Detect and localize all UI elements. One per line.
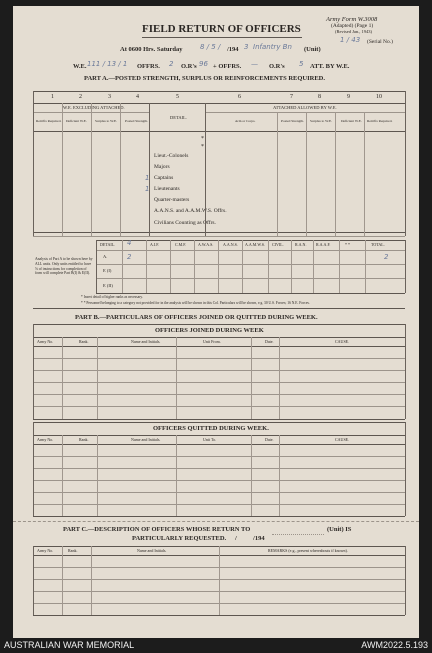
- form-title: FIELD RETURN OF OFFICERS: [142, 23, 301, 35]
- analysis-col-detail: DETAIL.: [100, 242, 116, 247]
- quitted-vline-5: [279, 435, 280, 516]
- analysis-bottom-rule: [96, 293, 405, 294]
- quitted-vline-6: [405, 422, 406, 516]
- joined-row-rule-3: [33, 382, 405, 383]
- joined-bottom-rule: [33, 419, 405, 420]
- plus-ors-handwritten: 5: [299, 60, 304, 68]
- part-a-vline-0: [33, 91, 34, 236]
- analysis-col-awas: A.W.A.S.: [198, 242, 214, 247]
- joined-col-name: Name and Initials.: [131, 339, 161, 344]
- quitted-vline-2: [97, 435, 98, 516]
- joined-col-army-no: Army No.: [37, 339, 54, 344]
- joined-col-date: Date.: [265, 339, 274, 344]
- joined-col-unit-from: Unit From.: [203, 339, 221, 344]
- plus-offrs-label: + OFFRS.: [213, 63, 242, 70]
- serial-handwritten: 1 / 43: [340, 36, 361, 44]
- footnote-other-category: * * Personnel belonging to a category not provided for in the analysis will be shown in this Col. Particulars will be shown, e.g. 30 U.S. Forces; 16 N.E. Forces.: [81, 301, 310, 305]
- rank-aans-aamws: A.A.N.S. and A.A.M.W.S. Offrs.: [154, 208, 227, 214]
- quitted-vline-1: [62, 435, 63, 516]
- army-form-number: Army Form W.3008: [326, 16, 378, 23]
- rank-majors: Majors: [154, 164, 170, 170]
- analysis-header-rule: [96, 250, 405, 251]
- analysis-col-ran: R.A.N.: [295, 242, 307, 247]
- part-a-body-bottom-rule: [33, 232, 405, 233]
- col-number-3: 3: [108, 94, 111, 100]
- analysis-vline-4: [194, 240, 195, 293]
- col-number-8: 8: [318, 94, 321, 100]
- part-c-vline-2: [91, 546, 92, 615]
- analysis-col-other: * *: [345, 242, 350, 247]
- part-b-top-rule: [33, 324, 405, 325]
- offrs-label: OFFRS.: [137, 63, 160, 70]
- part-a-vline-7: [306, 112, 307, 236]
- analysis-row-e1-rule: [96, 278, 405, 279]
- part-a-vline-10: [405, 91, 406, 236]
- captains-handwritten: 1: [145, 174, 150, 182]
- quitted-bottom-rule: [33, 516, 405, 517]
- part-a-vline-3: [120, 103, 121, 236]
- joined-col-rank: Rank.: [79, 339, 89, 344]
- serial-label: (Serial No.): [367, 39, 393, 45]
- plus-ors-label: O.R's: [269, 63, 285, 70]
- analysis-vline-2: [146, 240, 147, 293]
- analysis-total-handwritten: 2: [384, 253, 389, 261]
- quitted-title-rule: [33, 435, 405, 436]
- quitted-row-rule-5: [33, 504, 405, 505]
- part-c-unit-is: (Unit) IS: [327, 526, 352, 533]
- title-underline: [142, 37, 302, 38]
- part-a-top-rule: [33, 91, 405, 92]
- col-number-1: 1: [51, 94, 54, 100]
- analysis-col-raaf: R.A.A.F.: [316, 242, 331, 247]
- quitted-top-rule: [33, 422, 405, 423]
- quitted-col-rank: Rank.: [79, 437, 89, 442]
- analysis-vline-10: [339, 240, 340, 293]
- detail-header: DETAIL.: [170, 115, 188, 120]
- analysis-note: Analysis of Part A to be shown here by ALL units. Only units entitled to have ⅛ of instructions for completion of form will complete Part B(I) & E(II).: [35, 257, 93, 276]
- analysis-row-a-rule: [96, 264, 405, 265]
- col-arm-or-corps: Arm or Corps.: [235, 119, 256, 123]
- analysis-vline-7: [268, 240, 269, 293]
- quitted-col-army-no: Army No.: [37, 437, 54, 442]
- joined-vline-0: [33, 324, 34, 419]
- rank-quarter-masters: Quarter-masters: [154, 197, 190, 203]
- unit-handwritten: Infantry Bn: [253, 43, 292, 51]
- joined-vline-1: [62, 337, 63, 419]
- lieutenants-handwritten: 1: [145, 185, 150, 193]
- col-surplus-att: Surplus to W.E.: [310, 119, 332, 123]
- part-c-bottom-rule: [33, 615, 405, 616]
- part-c-heading: PART C.—DESCRIPTION OF OFFICERS WHOSE RETURN TO: [63, 526, 251, 533]
- att-by-we-label: ATT. BY W.E.: [310, 63, 350, 70]
- analysis-col-civil: CIVIL.: [272, 242, 284, 247]
- joined-vline-3: [176, 337, 177, 419]
- analysis-vline-11: [365, 240, 366, 293]
- quitted-vline-0: [33, 422, 34, 516]
- quitted-vline-3: [176, 435, 177, 516]
- army-form-revised: (Revised Jan., 1943): [335, 29, 372, 34]
- part-a-vline-6: [277, 112, 278, 236]
- quitted-vline-4: [251, 435, 252, 516]
- col-number-9: 9: [347, 94, 350, 100]
- right-group-rule: [205, 112, 405, 113]
- quitted-row-rule-1: [33, 456, 405, 457]
- quitted-col-name: Name and Initials.: [131, 437, 161, 442]
- col-deficient-we: Deficient W.E.: [66, 119, 87, 123]
- analysis-col-cmf: C.M.F.: [175, 242, 187, 247]
- joined-row-rule-5: [33, 406, 405, 407]
- archive-footer: [0, 638, 432, 653]
- part-c-vline-4: [405, 546, 406, 615]
- part-c-vline-3: [219, 546, 220, 615]
- part-c-unit-blank: [272, 534, 324, 535]
- attached-allowed-header: ATTACHED ALLOWED BY W.E.: [273, 105, 337, 110]
- analysis-detail-handwritten: 4: [127, 239, 132, 247]
- quitted-row-rule-2: [33, 468, 405, 469]
- analysis-row-e1: E (I): [103, 268, 112, 273]
- quitted-row-rule-3: [33, 480, 405, 481]
- part-c-vline-0: [33, 546, 34, 615]
- cut-line: [13, 521, 419, 522]
- asterisk-2: *: [201, 144, 204, 150]
- joined-vline-5: [279, 337, 280, 419]
- rank-lieutenants: Lieutenants: [154, 186, 180, 192]
- col-deficient-att: Deficient W.E.: [341, 119, 362, 123]
- analysis-vline-8: [291, 240, 292, 293]
- part-c-date: / /194: [235, 535, 265, 542]
- col-posted-strength: Posted Strength.: [125, 119, 148, 123]
- joined-title: OFFICERS JOINED DURING WEEK: [155, 327, 264, 334]
- part-a-vline-8: [335, 112, 336, 236]
- col-number-10: 10: [376, 94, 382, 100]
- col-number-2: 2: [79, 94, 82, 100]
- part-a-double-rule: [33, 236, 405, 237]
- quitted-col-unit-to: Unit To.: [203, 437, 217, 442]
- analysis-col-aamws: A.A.M.W.S.: [245, 242, 265, 247]
- we-handwritten: 111 / 13 / 1: [87, 60, 128, 68]
- year-handwritten: 3: [244, 43, 249, 51]
- footnote-higher-ranks: * Insert detail of higher ranks as necessary.: [81, 295, 143, 299]
- rank-captains: Captains: [154, 175, 174, 181]
- we-label: W.E.: [73, 63, 87, 70]
- quitted-col-cause: CAUSE.: [335, 437, 350, 442]
- joined-title-rule: [33, 337, 405, 338]
- rank-civilians: Civilians Counting as Offrs.: [154, 220, 216, 226]
- part-a-number-rule: [33, 103, 405, 104]
- analysis-vline-9: [313, 240, 314, 293]
- analysis-vline-1: [122, 240, 123, 293]
- part-c-col-army-no: Army No.: [37, 548, 54, 553]
- quitted-title: OFFICERS QUITTED DURING WEEK.: [153, 425, 269, 432]
- part-a-end-rule: [33, 308, 405, 309]
- army-form-adapted: (Adapted) (Page 1): [331, 23, 374, 29]
- col-number-5: 5: [176, 94, 179, 100]
- part-c-col-name: Name and Initials.: [137, 548, 167, 553]
- analysis-aif-handwritten: 2: [127, 253, 132, 261]
- part-c-vline-1: [62, 546, 63, 615]
- part-a-vline-2: [91, 103, 92, 236]
- joined-vline-4: [251, 337, 252, 419]
- quitted-row-rule-4: [33, 492, 405, 493]
- quitted-col-date: Date.: [265, 437, 274, 442]
- year-label: /194: [227, 46, 239, 53]
- analysis-row-e2: E (II): [103, 283, 113, 288]
- col-number-7: 7: [290, 94, 293, 100]
- joined-vline-2: [97, 337, 98, 419]
- part-c-particularly: PARTICULARLY REQUESTED.: [132, 535, 227, 542]
- part-a-vline-5: [205, 103, 206, 236]
- joined-header-rule: [33, 346, 405, 347]
- analysis-row-a: A.: [103, 254, 108, 259]
- analysis-col-aif: A.I.F.: [150, 242, 160, 247]
- joined-row-rule-1: [33, 358, 405, 359]
- unit-label: (Unit): [304, 46, 321, 53]
- col-reinfts-att: Rein'fts Required.: [367, 119, 393, 123]
- at-hours-line: At 0600 Hrs. Saturday: [120, 46, 183, 53]
- joined-row-rule-4: [33, 394, 405, 395]
- part-c-col-remarks: REMARKS (e.g., present whereabouts if known).: [268, 548, 348, 553]
- footer-accession-number: AWM2022.5.193: [361, 640, 428, 650]
- joined-row-rule-2: [33, 370, 405, 371]
- part-a-heading: PART A.—POSTED STRENGTH, SURPLUS OR REINFORCEMENTS REQUIRED.: [84, 75, 325, 82]
- analysis-vline-5: [218, 240, 219, 293]
- analysis-vline-12: [405, 240, 406, 293]
- part-a-vline-9: [364, 112, 365, 236]
- part-a-vline-1: [62, 103, 63, 236]
- col-reinfts-required: Rein'fts Required.: [36, 119, 62, 123]
- we-excluding-attached-header: W.E. EXCLUDING ATTACHED.: [63, 105, 125, 110]
- analysis-vline-0: [96, 240, 97, 293]
- analysis-vline-6: [242, 240, 243, 293]
- analysis-top-rule: [96, 240, 405, 241]
- offrs-handwritten: 2: [169, 60, 174, 68]
- plus-offrs-handwritten: —: [251, 60, 258, 68]
- analysis-vline-3: [170, 240, 171, 293]
- part-a-vline-4: [149, 103, 150, 236]
- date-handwritten: 8 / 5 /: [200, 43, 221, 51]
- footer-institution: AUSTRALIAN WAR MEMORIAL: [4, 640, 135, 650]
- joined-vline-6: [405, 324, 406, 419]
- part-c-col-rank: Rank.: [68, 548, 78, 553]
- form-sheet: [13, 6, 419, 638]
- part-a-header-rule: [33, 131, 405, 132]
- col-number-4: 4: [136, 94, 139, 100]
- analysis-col-total: TOTAL.: [371, 242, 385, 247]
- col-surplus-to-we: Surplus to W.E.: [95, 119, 117, 123]
- joined-col-cause: CAUSE.: [335, 339, 350, 344]
- ors-label: O.R's: [181, 63, 197, 70]
- part-b-heading: PART B.—PARTICULARS OF OFFICERS JOINED OR QUITTED DURING WEEK.: [75, 314, 318, 321]
- rank-lieut-colonels: Lieut.-Colonels: [154, 153, 189, 159]
- ors-handwritten: 96: [199, 60, 208, 68]
- col-posted-strength-att: Posted Strength.: [281, 119, 304, 123]
- asterisk-1: *: [201, 136, 204, 142]
- quitted-header-rule: [33, 444, 405, 445]
- col-number-6: 6: [238, 94, 241, 100]
- analysis-col-aans: A.A.N.S.: [223, 242, 238, 247]
